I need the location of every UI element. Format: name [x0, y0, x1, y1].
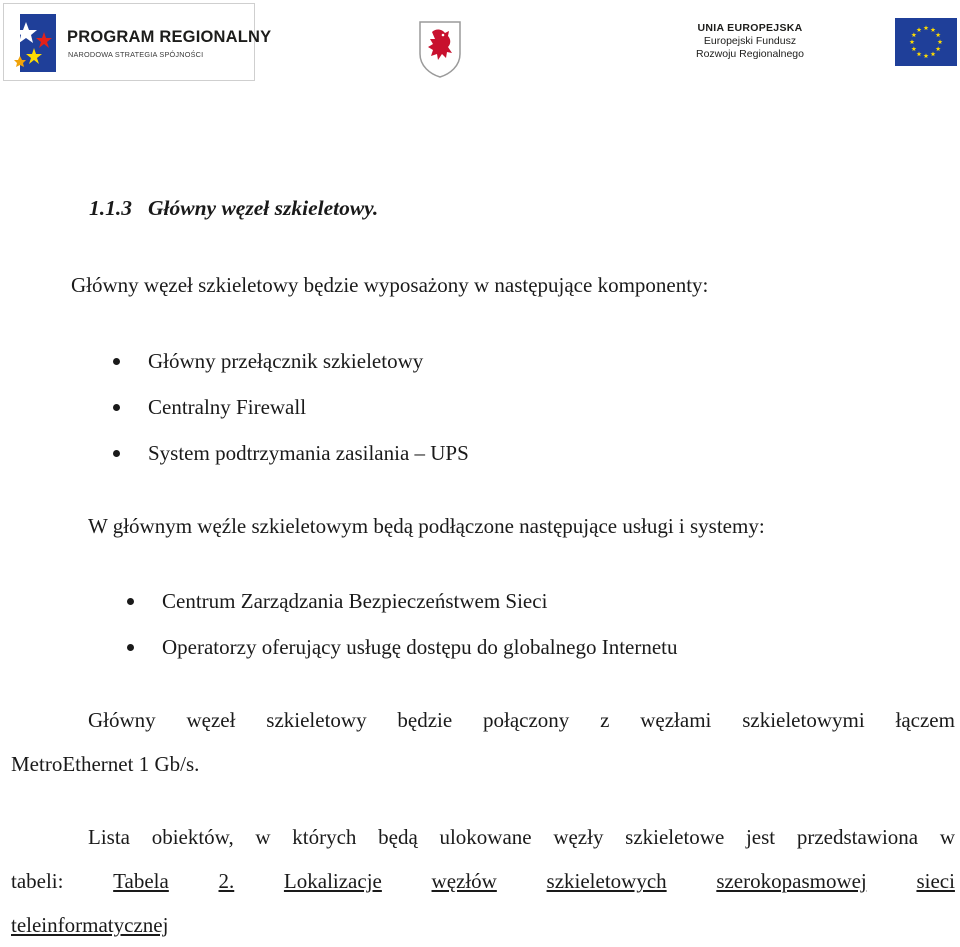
program-regionalny-emblem-icon — [12, 10, 64, 76]
word: szkieletowy — [266, 708, 367, 732]
word: z — [600, 708, 610, 732]
connection-line-2: MetroEthernet 1 Gb/s. — [11, 752, 200, 776]
word: w — [939, 825, 955, 849]
program-title: PROGRAM REGIONALNY — [67, 28, 272, 46]
list-item-text: System podtrzymania zasilania – UPS — [148, 441, 469, 465]
eu-flag-icon — [895, 18, 957, 66]
components-intro: Główny węzeł szkieletowy będzie wyposażony w następujące komponenty: — [71, 273, 709, 297]
table-link-word[interactable]: sieci — [916, 869, 955, 893]
word: w — [255, 825, 271, 849]
connection-paragraph — [11, 698, 955, 786]
word: obiektów, — [151, 825, 234, 849]
word: ulokowane — [439, 825, 532, 849]
list-item — [148, 394, 469, 440]
section-number: 1.1.3 — [89, 196, 132, 220]
reference-line-1 — [11, 815, 955, 859]
table-link-word[interactable]: 2. — [218, 869, 235, 893]
table-link-word[interactable]: węzłów — [431, 869, 497, 893]
bullet-icon — [127, 644, 134, 651]
griffin-crest-icon — [418, 20, 462, 78]
table-reference-paragraph — [11, 815, 955, 947]
word: będzie — [397, 708, 453, 732]
services-list — [162, 588, 678, 680]
word: połączony — [483, 708, 570, 732]
reference-line-3[interactable] — [11, 903, 955, 947]
list-item-text: Operatorzy oferujący usługę dostępu do globalnego Internetu — [162, 635, 678, 659]
table-link-word[interactable]: szkieletowych — [546, 869, 667, 893]
bullet-icon — [113, 358, 120, 365]
word: szkieletowe — [625, 825, 725, 849]
word: łączem — [895, 708, 955, 732]
word: tabeli: — [11, 869, 64, 893]
word: szkieletowymi — [742, 708, 865, 732]
list-item — [162, 634, 678, 680]
list-item-text: Główny przełącznik szkieletowy — [148, 349, 424, 373]
eu-title: UNIA EUROPEJSKA — [697, 22, 803, 34]
word: przedstawiona — [796, 825, 919, 849]
list-item — [148, 348, 469, 394]
word: węzły — [553, 825, 604, 849]
word: węzłami — [640, 708, 712, 732]
word: jest — [745, 825, 776, 849]
list-item-text: Centrum Zarządzania Bezpieczeństwem Sieci — [162, 589, 548, 613]
word: Lista — [88, 825, 130, 849]
list-item — [162, 588, 678, 634]
bullet-icon — [127, 598, 134, 605]
word: których — [292, 825, 357, 849]
list-item — [148, 440, 469, 486]
word: Główny — [88, 708, 156, 732]
program-subtitle: NARODOWA STRATEGIA SPÓJNOŚCI — [68, 50, 204, 59]
bullet-icon — [113, 450, 120, 457]
eu-fund-label — [690, 22, 810, 70]
program-regionalny-logo — [3, 3, 272, 81]
section-heading — [89, 196, 378, 221]
list-item-text: Centralny Firewall — [148, 395, 307, 419]
table-link-word[interactable]: teleinformatycznej — [11, 913, 169, 937]
eu-fund-line1: Europejski Fundusz — [703, 35, 797, 47]
word: będą — [378, 825, 418, 849]
bullet-icon — [113, 404, 120, 411]
components-list — [148, 348, 469, 486]
table-link-word[interactable]: Tabela — [113, 869, 169, 893]
section-title: Główny węzeł szkieletowy. — [148, 196, 379, 220]
services-intro: W głównym węźle szkieletowym będą podłączone następujące usługi i systemy: — [88, 514, 765, 538]
eu-fund-line2: Rozwoju Regionalnego — [696, 48, 804, 60]
connection-line-1 — [11, 698, 955, 742]
table-link-word[interactable]: szerokopasmowej — [716, 869, 867, 893]
word: węzeł — [186, 708, 236, 732]
reference-line-2[interactable] — [11, 859, 955, 903]
page-header — [0, 0, 960, 90]
table-link-word[interactable]: Lokalizacje — [283, 869, 382, 893]
